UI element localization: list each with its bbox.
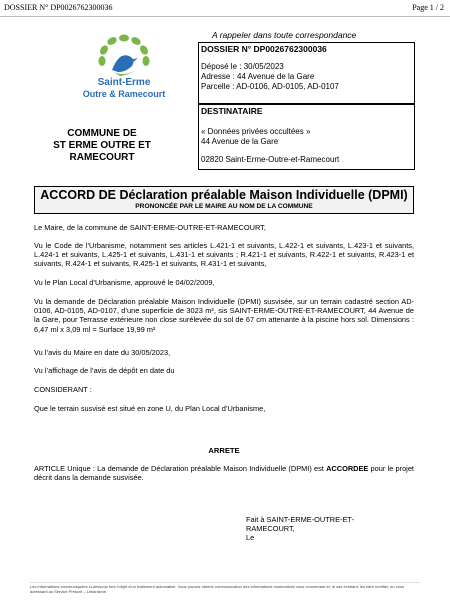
article-unique bbox=[34, 464, 414, 482]
recipient-line bbox=[201, 147, 412, 155]
mayor-opinion-paragraph: Vu l’avis du Maire en date du 30/05/2023, bbox=[34, 348, 171, 357]
correspondence-reminder: A rappeler dans toute correspondance bbox=[212, 30, 357, 40]
recipient-box bbox=[198, 104, 415, 170]
commune-line: ST ERME OUTRE ET bbox=[53, 140, 151, 151]
recipient-box-title: DESTINATAIRE bbox=[201, 106, 263, 116]
privacy-footer: Les informations communiquées ci-dessous font l’objet d’un traitement automatisé. Vous pouvez obtenir communication des informations nominatives vous concernant et, le cas échéant, les faire rectifier, en vous adressant au Service Prescrit – Urbanisme. bbox=[30, 582, 420, 594]
recipient-line: 02820 Saint-Erme-Outre-et-Ramecourt bbox=[201, 155, 340, 164]
plu-paragraph: Vu le Plan Local d’Urbanisme, approuvé le 04/02/2009, bbox=[34, 278, 215, 287]
signature-block bbox=[246, 515, 354, 543]
mayor-paragraph: Le Maire, de la commune de SAINT-ERME-OUTRE-ET-RAMECOURT, bbox=[34, 223, 266, 232]
commune-line: COMMUNE DE bbox=[67, 128, 137, 139]
arrete-heading: ARRETE bbox=[208, 446, 240, 455]
commune-logo bbox=[74, 30, 174, 105]
code-urbanisme-paragraph: Vu le Code de l’Urbanisme, notamment ses articles L.421-1 et suivants, L.422-1 et suivants, L.423-1 et suivants, L.424-1 et suivants, L.425-1 et suivants, L.431-1 et suivants ; R.421-1 et suivants, R.422-1 et suivants, R.423-1 et suivants, R.424-1 et suivants, R.425-1 et suivants, R.431-1 et suivants, bbox=[34, 241, 414, 269]
decision-title: ACCORD DE Déclaration préalable Maison Individuelle (DPMI) bbox=[40, 188, 408, 202]
signature-line: Le bbox=[246, 533, 255, 543]
considerant-heading: CONSIDERANT : bbox=[34, 385, 92, 394]
logo-text-line1: Saint-Erme bbox=[97, 77, 151, 88]
request-paragraph: Vu la demande de Déclaration préalable Maison Individuelle (DPMI) susvisée, sur un terrain cadastré section AD-0106, AD-0105, AD-0107, d’une superficie de 3023 m², sis SAINT-ERME-OUTRE-ET-RAMECOURT, 44 Avenue de la Gare, pour Terrasse extérieure non close surélevée du sol de 67 cm attenante à la piscine hors sol. Dimensions : 6,47 ml x 3,09 ml = Surface 19,99 m² bbox=[34, 297, 414, 334]
dossier-box bbox=[198, 42, 415, 104]
dossier-reference: DOSSIER N° DP0026762300036 bbox=[4, 3, 113, 12]
zone-paragraph: Que le terrain susvisé est situé en zone U, du Plan Local d’Urbanisme, bbox=[34, 404, 266, 413]
page-header bbox=[0, 0, 450, 17]
signature-line: Fait à SAINT-ERME-OUTRE-ET- bbox=[246, 515, 354, 524]
signature-line: RAMECOURT, bbox=[246, 524, 295, 534]
page-number: Page 1 / 2 bbox=[412, 3, 444, 12]
dossier-box-line: Déposé le : 30/05/2023 bbox=[201, 62, 284, 71]
article-text: ARTICLE Unique : La demande de Déclaration préalable Maison Individuelle (DPMI) est bbox=[34, 464, 327, 473]
commune-line: RAMECOURT bbox=[69, 152, 135, 163]
decision-title-block bbox=[34, 186, 414, 214]
logo-text-line2: Outre & Ramecourt bbox=[82, 89, 166, 99]
dossier-box-line: Adresse : 44 Avenue de la Gare bbox=[201, 72, 315, 81]
article-decision: ACCORDEE bbox=[326, 464, 369, 473]
dossier-box-title: DOSSIER N° DP0026762300036 bbox=[201, 44, 327, 54]
article-text-end: pour le projet décrit dans la demande susvisée. bbox=[34, 464, 414, 483]
recipient-line: « Données privées occultées » bbox=[201, 127, 311, 136]
decision-subtitle: PRONONCÉE PAR LE MAIRE AU NOM DE LA COMMUNE bbox=[135, 203, 313, 210]
recipient-line: 44 Avenue de la Gare bbox=[201, 137, 279, 146]
display-paragraph: Vu l’affichage de l’avis de dépôt en date du bbox=[34, 366, 175, 375]
commune-name bbox=[37, 128, 167, 164]
dossier-box-line: Parcelle : AD-0106, AD-0105, AD-0107 bbox=[201, 82, 339, 91]
